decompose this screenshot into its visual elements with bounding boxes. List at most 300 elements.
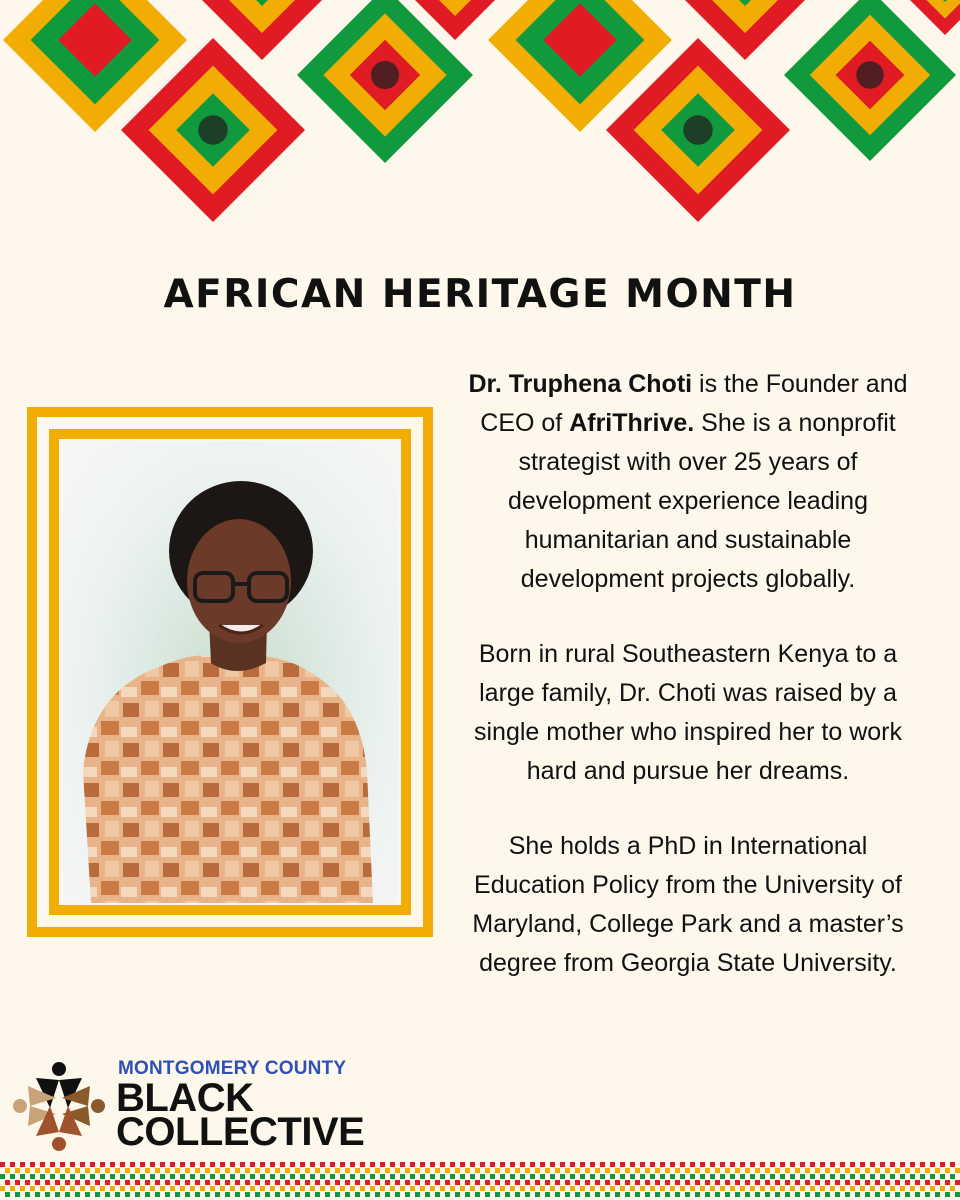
- logo-collective-text: COLLECTIVE: [116, 1110, 365, 1154]
- border-stitch: [0, 1186, 5, 1191]
- border-stitch: [265, 1180, 270, 1185]
- border-stitch: [430, 1186, 435, 1191]
- border-stitch: [455, 1168, 460, 1173]
- border-stitch: [545, 1192, 550, 1197]
- border-stitch: [930, 1162, 935, 1167]
- border-stitch: [895, 1192, 900, 1197]
- border-stitch: [10, 1162, 15, 1167]
- border-stitch: [10, 1174, 15, 1179]
- border-stitch: [345, 1180, 350, 1185]
- border-stitch: [720, 1174, 725, 1179]
- border-stitch: [735, 1192, 740, 1197]
- border-stitch: [515, 1192, 520, 1197]
- border-stitch: [690, 1186, 695, 1191]
- border-stitch: [860, 1186, 865, 1191]
- border-stitch: [400, 1186, 405, 1191]
- border-stitch: [55, 1168, 60, 1173]
- border-stitch: [270, 1174, 275, 1179]
- border-stitch: [340, 1186, 345, 1191]
- border-stitch: [865, 1180, 870, 1185]
- border-stitch: [115, 1180, 120, 1185]
- border-stitch: [825, 1168, 830, 1173]
- border-stitch: [550, 1186, 555, 1191]
- border-stitch: [255, 1168, 260, 1173]
- border-stitch: [370, 1162, 375, 1167]
- border-stitch: [615, 1168, 620, 1173]
- border-stitch: [135, 1192, 140, 1197]
- border-stitch: [820, 1162, 825, 1167]
- border-stitch: [170, 1174, 175, 1179]
- border-stitch: [150, 1174, 155, 1179]
- border-stitch: [15, 1192, 20, 1197]
- border-stitch: [460, 1162, 465, 1167]
- border-stitch: [335, 1168, 340, 1173]
- border-stitch: [475, 1192, 480, 1197]
- border-stitch: [110, 1174, 115, 1179]
- border-stitch: [860, 1174, 865, 1179]
- border-stitch: [180, 1174, 185, 1179]
- border-stitch: [665, 1180, 670, 1185]
- border-stitch: [610, 1174, 615, 1179]
- border-stitch: [215, 1192, 220, 1197]
- border-stitch: [295, 1180, 300, 1185]
- people-figure-icon: [10, 1060, 108, 1152]
- border-stitch: [165, 1180, 170, 1185]
- border-stitch: [620, 1186, 625, 1191]
- border-stitch: [425, 1192, 430, 1197]
- border-stitch: [180, 1162, 185, 1167]
- border-stitch: [810, 1174, 815, 1179]
- border-stitch: [520, 1174, 525, 1179]
- border-stitch: [640, 1174, 645, 1179]
- border-stitch: [940, 1174, 945, 1179]
- border-stitch: [60, 1186, 65, 1191]
- border-stitch: [320, 1174, 325, 1179]
- border-stitch: [65, 1180, 70, 1185]
- border-stitch: [390, 1174, 395, 1179]
- border-stitch: [290, 1186, 295, 1191]
- border-stitch: [245, 1180, 250, 1185]
- border-stitch: [700, 1174, 705, 1179]
- border-stitch: [575, 1168, 580, 1173]
- border-stitch: [950, 1186, 955, 1191]
- border-stitch: [230, 1162, 235, 1167]
- border-stitch: [195, 1180, 200, 1185]
- border-stitch: [535, 1168, 540, 1173]
- border-stitch: [855, 1180, 860, 1185]
- border-stitch: [640, 1162, 645, 1167]
- pattern-dot: [198, 115, 227, 144]
- border-stitch: [840, 1186, 845, 1191]
- border-stitch: [670, 1162, 675, 1167]
- border-stitch: [210, 1162, 215, 1167]
- border-stitch: [515, 1180, 520, 1185]
- border-stitch: [685, 1168, 690, 1173]
- border-stitch: [360, 1186, 365, 1191]
- border-stitch: [100, 1174, 105, 1179]
- org-logo: [10, 1058, 380, 1158]
- border-stitch: [155, 1168, 160, 1173]
- border-stitch: [75, 1192, 80, 1197]
- border-stitch: [605, 1180, 610, 1185]
- border-stitch: [135, 1180, 140, 1185]
- border-stitch: [900, 1186, 905, 1191]
- border-stitch: [755, 1168, 760, 1173]
- border-stitch: [765, 1180, 770, 1185]
- border-stitch: [890, 1186, 895, 1191]
- border-stitch: [175, 1168, 180, 1173]
- border-stitch: [470, 1186, 475, 1191]
- border-stitch: [840, 1162, 845, 1167]
- border-stitch: [40, 1162, 45, 1167]
- border-stitch: [940, 1162, 945, 1167]
- border-stitch: [575, 1180, 580, 1185]
- border-stitch: [435, 1180, 440, 1185]
- border-stitch: [205, 1192, 210, 1197]
- border-stitch: [535, 1192, 540, 1197]
- border-stitch: [740, 1162, 745, 1167]
- border-stitch: [70, 1186, 75, 1191]
- border-stitch: [805, 1168, 810, 1173]
- border-stitch: [295, 1192, 300, 1197]
- border-stitch: [425, 1180, 430, 1185]
- border-stitch: [280, 1162, 285, 1167]
- border-stitch: [120, 1186, 125, 1191]
- logo-county-text: MONTGOMERY COUNTY: [118, 1058, 347, 1079]
- border-stitch: [55, 1180, 60, 1185]
- border-stitch: [475, 1180, 480, 1185]
- border-stitch: [285, 1180, 290, 1185]
- border-stitch: [775, 1192, 780, 1197]
- border-stitch: [95, 1192, 100, 1197]
- border-stitch: [380, 1174, 385, 1179]
- border-stitch: [430, 1162, 435, 1167]
- border-stitch: [500, 1174, 505, 1179]
- border-stitch: [495, 1180, 500, 1185]
- border-stitch: [155, 1192, 160, 1197]
- border-stitch: [670, 1174, 675, 1179]
- border-stitch: [225, 1180, 230, 1185]
- border-stitch: [405, 1192, 410, 1197]
- border-stitch: [715, 1192, 720, 1197]
- border-stitch: [80, 1162, 85, 1167]
- border-stitch: [590, 1186, 595, 1191]
- border-stitch: [250, 1162, 255, 1167]
- border-stitch: [595, 1168, 600, 1173]
- border-stitch: [395, 1180, 400, 1185]
- border-stitch: [415, 1168, 420, 1173]
- border-stitch: [675, 1168, 680, 1173]
- border-stitch: [115, 1192, 120, 1197]
- border-stitch: [805, 1192, 810, 1197]
- page-title: AFRICAN HERITAGE MONTH: [163, 272, 797, 317]
- border-stitch: [240, 1186, 245, 1191]
- border-stitch: [845, 1180, 850, 1185]
- border-stitch: [865, 1168, 870, 1173]
- border-stitch: [640, 1186, 645, 1191]
- border-stitch: [830, 1186, 835, 1191]
- border-stitch: [100, 1162, 105, 1167]
- border-stitch: [790, 1186, 795, 1191]
- border-stitch: [280, 1186, 285, 1191]
- border-stitch: [625, 1180, 630, 1185]
- border-stitch: [90, 1174, 95, 1179]
- border-stitch: [415, 1192, 420, 1197]
- border-stitch: [695, 1168, 700, 1173]
- border-stitch: [635, 1168, 640, 1173]
- border-stitch: [710, 1174, 715, 1179]
- border-stitch: [775, 1168, 780, 1173]
- border-stitch: [715, 1180, 720, 1185]
- border-stitch: [35, 1168, 40, 1173]
- border-stitch: [585, 1180, 590, 1185]
- border-stitch: [880, 1186, 885, 1191]
- border-stitch: [260, 1186, 265, 1191]
- border-stitch: [935, 1180, 940, 1185]
- border-stitch: [500, 1186, 505, 1191]
- border-stitch: [405, 1168, 410, 1173]
- border-stitch: [875, 1180, 880, 1185]
- border-stitch: [330, 1174, 335, 1179]
- border-stitch: [255, 1192, 260, 1197]
- border-stitch: [460, 1174, 465, 1179]
- border-stitch: [265, 1192, 270, 1197]
- border-stitch: [655, 1168, 660, 1173]
- border-stitch: [545, 1180, 550, 1185]
- pattern-dot: [856, 61, 884, 89]
- border-stitch: [630, 1174, 635, 1179]
- border-stitch: [635, 1192, 640, 1197]
- border-stitch: [440, 1186, 445, 1191]
- border-stitch: [390, 1162, 395, 1167]
- border-stitch: [600, 1174, 605, 1179]
- pattern-dot: [683, 115, 712, 144]
- border-stitch: [725, 1180, 730, 1185]
- border-stitch: [480, 1174, 485, 1179]
- border-stitch: [45, 1180, 50, 1185]
- border-stitch: [850, 1174, 855, 1179]
- border-stitch: [800, 1174, 805, 1179]
- border-stitch: [250, 1186, 255, 1191]
- border-stitch: [420, 1186, 425, 1191]
- border-stitch: [495, 1192, 500, 1197]
- border-stitch: [35, 1192, 40, 1197]
- border-stitch: [565, 1180, 570, 1185]
- border-stitch: [45, 1192, 50, 1197]
- border-stitch: [490, 1162, 495, 1167]
- border-stitch: [30, 1162, 35, 1167]
- border-stitch: [340, 1162, 345, 1167]
- border-stitch: [45, 1168, 50, 1173]
- border-stitch: [335, 1192, 340, 1197]
- border-stitch: [760, 1174, 765, 1179]
- border-stitch: [130, 1162, 135, 1167]
- border-stitch: [955, 1192, 960, 1197]
- border-stitch: [365, 1168, 370, 1173]
- border-stitch: [560, 1162, 565, 1167]
- border-stitch: [370, 1174, 375, 1179]
- border-stitch: [340, 1174, 345, 1179]
- border-stitch: [735, 1168, 740, 1173]
- border-stitch: [185, 1168, 190, 1173]
- border-stitch: [345, 1192, 350, 1197]
- border-stitch: [815, 1168, 820, 1173]
- border-stitch: [455, 1180, 460, 1185]
- border-stitch: [645, 1180, 650, 1185]
- border-stitch: [355, 1180, 360, 1185]
- border-stitch: [335, 1180, 340, 1185]
- border-stitch: [75, 1180, 80, 1185]
- border-stitch: [75, 1168, 80, 1173]
- border-stitch: [950, 1162, 955, 1167]
- border-stitch: [105, 1168, 110, 1173]
- border-stitch: [485, 1180, 490, 1185]
- border-stitch: [590, 1174, 595, 1179]
- border-stitch: [85, 1180, 90, 1185]
- border-stitch: [120, 1174, 125, 1179]
- border-stitch: [745, 1168, 750, 1173]
- border-stitch: [625, 1168, 630, 1173]
- border-stitch: [220, 1186, 225, 1191]
- border-stitch: [50, 1174, 55, 1179]
- border-stitch: [760, 1186, 765, 1191]
- border-stitch: [450, 1162, 455, 1167]
- border-stitch: [565, 1168, 570, 1173]
- border-stitch: [755, 1192, 760, 1197]
- border-stitch: [400, 1174, 405, 1179]
- bio-paragraph-education: She holds a PhD in International Education Policy from the University of Maryland, College Park and a master’s degree from Georgia State University.: [472, 832, 904, 977]
- border-stitch: [895, 1180, 900, 1185]
- border-stitch: [425, 1168, 430, 1173]
- border-stitch: [675, 1192, 680, 1197]
- border-stitch: [770, 1186, 775, 1191]
- border-stitch: [925, 1168, 930, 1173]
- border-stitch: [605, 1192, 610, 1197]
- border-stitch: [240, 1162, 245, 1167]
- border-stitch: [445, 1168, 450, 1173]
- border-stitch: [50, 1186, 55, 1191]
- border-stitch: [420, 1174, 425, 1179]
- border-stitch: [765, 1192, 770, 1197]
- border-stitch: [420, 1162, 425, 1167]
- border-stitch: [245, 1168, 250, 1173]
- border-stitch: [225, 1192, 230, 1197]
- border-stitch: [275, 1192, 280, 1197]
- border-stitch: [745, 1192, 750, 1197]
- bio-text: [452, 365, 924, 1019]
- border-stitch: [470, 1174, 475, 1179]
- border-stitch: [510, 1186, 515, 1191]
- border-stitch: [870, 1174, 875, 1179]
- border-stitch: [790, 1174, 795, 1179]
- border-stitch: [710, 1162, 715, 1167]
- border-stitch: [905, 1192, 910, 1197]
- border-stitch: [795, 1180, 800, 1185]
- border-stitch: [610, 1186, 615, 1191]
- border-stitch: [65, 1168, 70, 1173]
- border-stitch: [925, 1180, 930, 1185]
- border-stitch: [540, 1162, 545, 1167]
- border-stitch: [65, 1192, 70, 1197]
- border-stitch: [830, 1162, 835, 1167]
- border-stitch: [835, 1192, 840, 1197]
- border-stitch: [275, 1180, 280, 1185]
- border-stitch: [550, 1174, 555, 1179]
- border-stitch: [655, 1192, 660, 1197]
- border-stitch: [505, 1168, 510, 1173]
- border-stitch: [190, 1162, 195, 1167]
- border-stitch: [525, 1180, 530, 1185]
- border-stitch: [285, 1192, 290, 1197]
- border-stitch: [835, 1180, 840, 1185]
- border-stitch: [820, 1174, 825, 1179]
- pattern-dot: [371, 61, 399, 89]
- border-stitch: [215, 1168, 220, 1173]
- border-stitch: [935, 1168, 940, 1173]
- border-stitch: [365, 1192, 370, 1197]
- border-stitch: [355, 1192, 360, 1197]
- border-stitch: [815, 1180, 820, 1185]
- border-stitch: [430, 1174, 435, 1179]
- border-stitch: [410, 1174, 415, 1179]
- border-stitch: [350, 1162, 355, 1167]
- border-stitch: [780, 1174, 785, 1179]
- border-stitch: [685, 1192, 690, 1197]
- border-stitch: [495, 1168, 500, 1173]
- border-stitch: [730, 1162, 735, 1167]
- border-stitch: [855, 1168, 860, 1173]
- border-stitch: [310, 1186, 315, 1191]
- border-stitch: [200, 1162, 205, 1167]
- border-stitch: [445, 1180, 450, 1185]
- border-stitch: [520, 1186, 525, 1191]
- border-stitch: [115, 1168, 120, 1173]
- border-stitch: [365, 1180, 370, 1185]
- border-stitch: [930, 1174, 935, 1179]
- border-stitch: [165, 1168, 170, 1173]
- border-stitch: [920, 1162, 925, 1167]
- border-stitch: [805, 1180, 810, 1185]
- border-stitch: [715, 1168, 720, 1173]
- border-stitch: [165, 1192, 170, 1197]
- border-stitch: [360, 1162, 365, 1167]
- border-stitch: [770, 1162, 775, 1167]
- border-stitch: [760, 1162, 765, 1167]
- border-stitch: [60, 1162, 65, 1167]
- border-stitch: [175, 1192, 180, 1197]
- border-stitch: [810, 1162, 815, 1167]
- border-stitch: [450, 1186, 455, 1191]
- border-stitch: [510, 1162, 515, 1167]
- border-stitch: [815, 1192, 820, 1197]
- border-stitch: [465, 1192, 470, 1197]
- border-stitch: [90, 1186, 95, 1191]
- border-stitch: [155, 1180, 160, 1185]
- border-stitch: [130, 1174, 135, 1179]
- border-stitch: [300, 1174, 305, 1179]
- border-stitch: [435, 1192, 440, 1197]
- border-stitch: [745, 1180, 750, 1185]
- border-stitch: [60, 1174, 65, 1179]
- border-stitch: [955, 1180, 960, 1185]
- border-stitch: [315, 1192, 320, 1197]
- border-stitch: [660, 1162, 665, 1167]
- border-stitch: [40, 1174, 45, 1179]
- border-stitch: [615, 1192, 620, 1197]
- border-stitch: [535, 1180, 540, 1185]
- border-stitch: [885, 1168, 890, 1173]
- border-stitch: [765, 1168, 770, 1173]
